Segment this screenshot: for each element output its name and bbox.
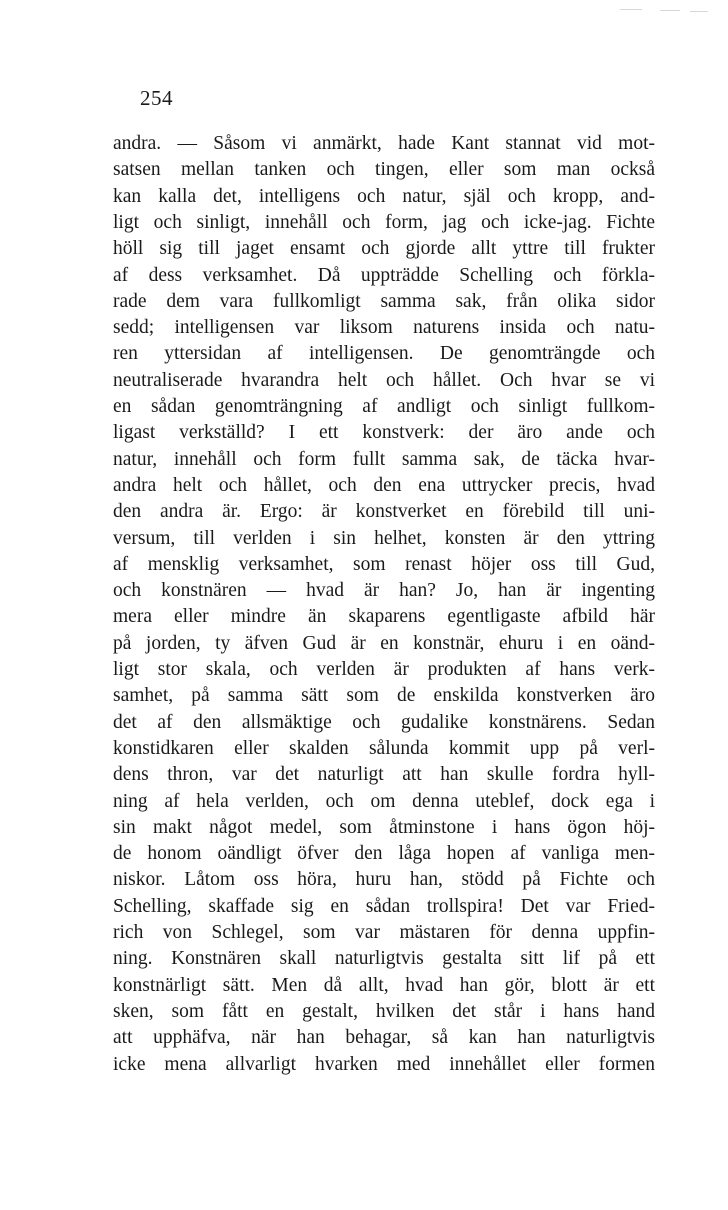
text-line: rich von Schlegel, som var mästaren för denna uppfin- [113,922,655,943]
text-line: ning af hela verlden, och om denna uteblef, dock ega i [113,790,655,812]
text-line: på jorden, ty äfven Gud är en konstnär, ehuru i en oänd- [113,632,655,654]
text-line: icke mena allvarligt hvarken med innehållet eller formen [113,1053,655,1075]
text-line: ligt stor skala, och verlden är produkten af hans verk- [113,659,655,680]
text-line: konstnärligt sätt. Men då allt, hvad han gör, blott är ett [113,974,655,996]
text-line: natur, innehåll och form fullt samma sak, de täcka hvar- [113,448,655,470]
text-line: ren yttersidan af intelligensen. De genomträngde och [113,343,655,365]
text-line: kan kalla det, intelligens och natur, själ och kropp, and- [113,185,655,207]
text-line: att upphäfva, när han behagar, så kan han naturligtvis [113,1027,655,1049]
text-line: neutraliserade hvarandra helt och hållet. Och hvar se vi [113,369,655,391]
text-line: satsen mellan tanken och tingen, eller som man också [113,159,655,181]
text-line: mera eller mindre än skaparens egentligaste afbild här [113,606,655,628]
text-line: rade dem vara fullkomligt samma sak, från olika sidor [113,290,655,312]
scan-speckle [690,11,708,12]
text-line: en sådan genomträngning af andligt och sinligt fullkom- [113,396,655,417]
text-line: det af den allsmäktige och gudalike konstnärens. Sedan [113,711,655,733]
text-line: af dess verksamhet. Då uppträdde Schelling och förkla- [113,264,655,286]
text-line: dens thron, var det naturligt att han skulle fordra hyll- [113,764,655,786]
text-line: niskor. Låtom oss höra, huru han, stödd på Fichte och [113,869,655,891]
text-line: sken, som fått en gestalt, hvilken det står i hans hand [113,1000,655,1022]
text-line: af mensklig verksamhet, som renast höjer oss till Gud, [113,553,655,575]
text-line: sin makt något medel, som åtminstone i hans ögon höj- [113,816,655,838]
scan-speckle [660,10,680,11]
page-number: 254 [140,86,173,110]
text-line: ligt och sinligt, innehåll och form, jag och icke-jag. Fichte [113,211,655,233]
text-line: versum, till verlden i sin helhet, konsten är den yttring [113,527,655,549]
text-line: och konstnären — hvad är han? Jo, han är ingenting [113,580,655,602]
text-line: andra helt och hållet, och den ena uttrycker precis, hvad [113,474,655,496]
text-line: andra. — Såsom vi anmärkt, hade Kant stannat vid mot- [113,133,655,154]
text-line: ligast verkställd? I ett konstverk: der äro ande och [113,422,655,444]
scan-speckle [620,9,642,10]
text-line: höll sig till jaget ensamt och gjorde allt yttre till frukter [113,238,655,260]
text-line: ning. Konstnären skall naturligtvis gestalta sitt lif på ett [113,948,655,970]
text-line: den andra är. Ergo: är konstverket en förebild till uni- [113,501,655,523]
text-line: konstidkaren eller skalden sålunda kommit upp på verl- [113,737,655,759]
text-line: sedd; intelligensen var liksom naturens insida och natu- [113,317,655,339]
text-line: de honom oändligt öfver den låga hopen af vanliga men- [113,843,655,865]
text-line: samhet, på samma sätt som de enskilda konstverken äro [113,685,655,707]
text-line: Schelling, skaffade sig en sådan trollspira! Det var Fried- [113,895,655,917]
